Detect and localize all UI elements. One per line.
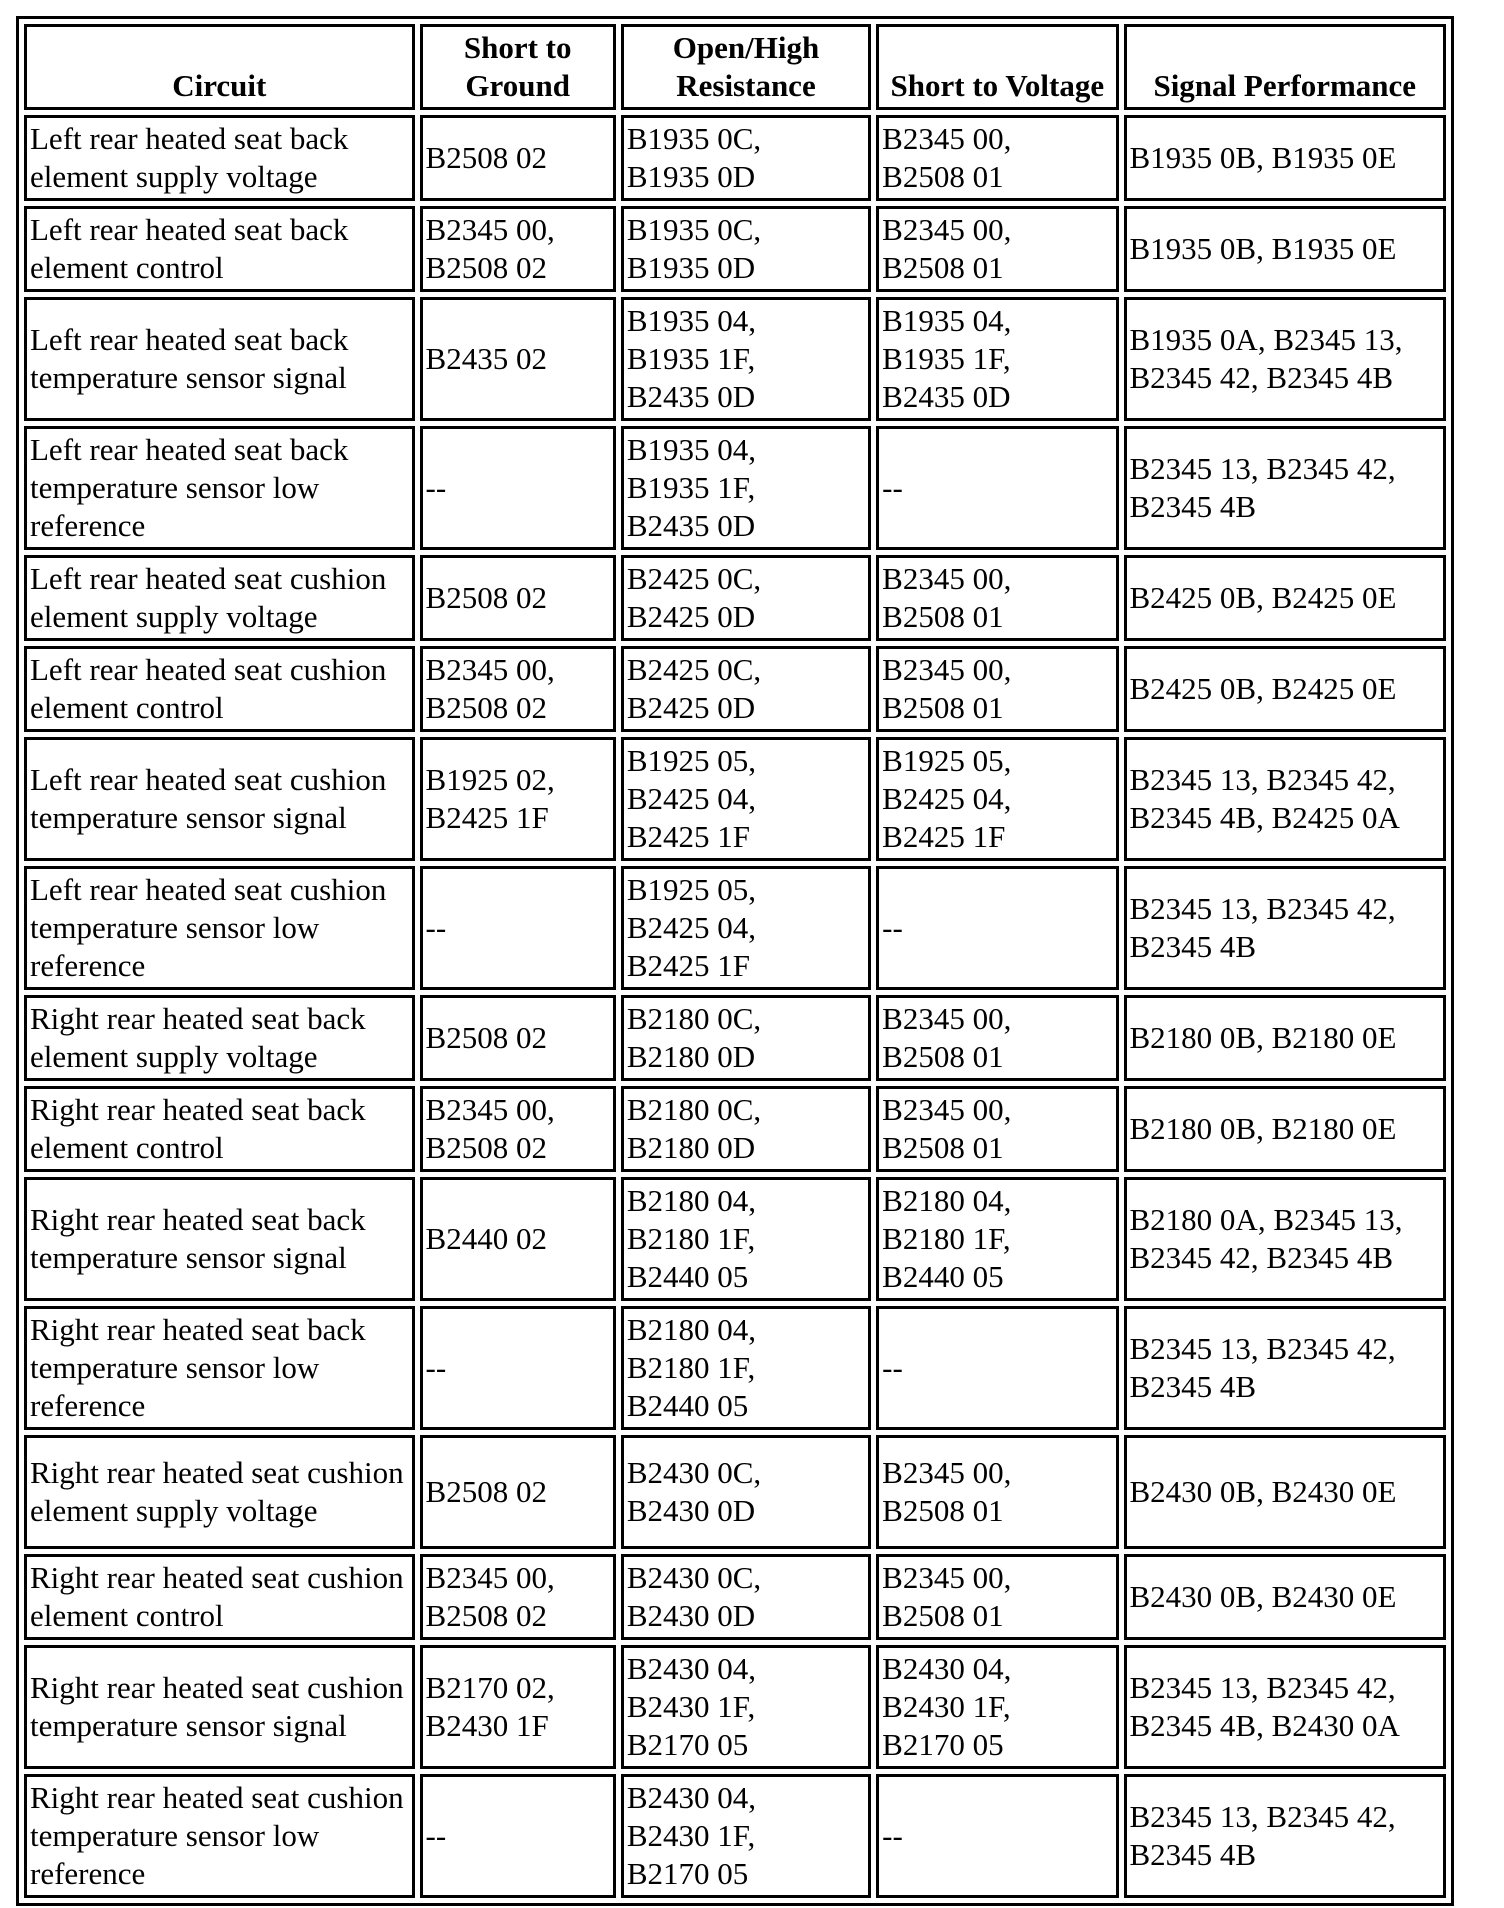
cell-signal-performance: B2180 0B, B2180 0E bbox=[1124, 995, 1447, 1081]
cell-short-to-voltage: B2345 00, B2508 01 bbox=[876, 206, 1118, 292]
cell-short-to-voltage: -- bbox=[876, 1306, 1118, 1430]
cell-signal-performance: B1935 0A, B2345 13, B2345 42, B2345 4B bbox=[1124, 297, 1447, 421]
header-short-to-ground: Short to Ground bbox=[420, 24, 616, 110]
cell-short-to-ground: B2508 02 bbox=[420, 115, 616, 201]
cell-short-to-ground: B2508 02 bbox=[420, 995, 616, 1081]
table-row bbox=[24, 555, 1446, 641]
cell-short-to-ground: B2345 00, B2508 02 bbox=[420, 646, 616, 732]
cell-short-to-ground: B2508 02 bbox=[420, 555, 616, 641]
cell-signal-performance: B2425 0B, B2425 0E bbox=[1124, 646, 1447, 732]
cell-signal-performance: B2430 0B, B2430 0E bbox=[1124, 1554, 1447, 1640]
table-row bbox=[24, 737, 1446, 861]
table-row bbox=[24, 1086, 1446, 1172]
table-body bbox=[24, 115, 1446, 1898]
table-row bbox=[24, 426, 1446, 550]
cell-circuit: Right rear heated seat cushion temperature sensor low reference bbox=[24, 1774, 415, 1898]
table-row bbox=[24, 297, 1446, 421]
cell-short-to-ground: -- bbox=[420, 1774, 616, 1898]
cell-signal-performance: B2425 0B, B2425 0E bbox=[1124, 555, 1447, 641]
table-row bbox=[24, 646, 1446, 732]
cell-circuit: Left rear heated seat back element control bbox=[24, 206, 415, 292]
cell-circuit: Right rear heated seat back element supply voltage bbox=[24, 995, 415, 1081]
cell-circuit: Right rear heated seat cushion element control bbox=[24, 1554, 415, 1640]
header-circuit: Circuit bbox=[24, 24, 415, 110]
table-row bbox=[24, 1554, 1446, 1640]
cell-short-to-voltage: -- bbox=[876, 866, 1118, 990]
table-row bbox=[24, 206, 1446, 292]
table-row bbox=[24, 1645, 1446, 1769]
cell-circuit: Left rear heated seat cushion element supply voltage bbox=[24, 555, 415, 641]
cell-signal-performance: B2180 0A, B2345 13, B2345 42, B2345 4B bbox=[1124, 1177, 1447, 1301]
cell-short-to-voltage: B2180 04, B2180 1F, B2440 05 bbox=[876, 1177, 1118, 1301]
cell-short-to-ground: B2508 02 bbox=[420, 1435, 616, 1549]
cell-circuit: Left rear heated seat back temperature sensor signal bbox=[24, 297, 415, 421]
cell-open-high-resistance: B1925 05, B2425 04, B2425 1F bbox=[621, 737, 871, 861]
cell-short-to-voltage: B2345 00, B2508 01 bbox=[876, 1435, 1118, 1549]
cell-open-high-resistance: B2425 0C, B2425 0D bbox=[621, 646, 871, 732]
dtc-table-container bbox=[16, 16, 1454, 1906]
cell-circuit: Left rear heated seat cushion temperature sensor signal bbox=[24, 737, 415, 861]
cell-circuit: Right rear heated seat cushion element supply voltage bbox=[24, 1435, 415, 1549]
cell-circuit: Right rear heated seat back element control bbox=[24, 1086, 415, 1172]
cell-short-to-ground: B2345 00, B2508 02 bbox=[420, 206, 616, 292]
cell-signal-performance: B1935 0B, B1935 0E bbox=[1124, 206, 1447, 292]
table-header-row bbox=[24, 24, 1446, 110]
cell-short-to-ground: -- bbox=[420, 426, 616, 550]
cell-open-high-resistance: B1935 04, B1935 1F, B2435 0D bbox=[621, 297, 871, 421]
table-row bbox=[24, 1774, 1446, 1898]
table-row bbox=[24, 866, 1446, 990]
cell-open-high-resistance: B2430 0C, B2430 0D bbox=[621, 1554, 871, 1640]
cell-signal-performance: B2345 13, B2345 42, B2345 4B bbox=[1124, 1306, 1447, 1430]
cell-short-to-ground: B1925 02, B2425 1F bbox=[420, 737, 616, 861]
header-signal-performance: Signal Performance bbox=[1124, 24, 1447, 110]
cell-open-high-resistance: B2430 0C, B2430 0D bbox=[621, 1435, 871, 1549]
cell-signal-performance: B2430 0B, B2430 0E bbox=[1124, 1435, 1447, 1549]
cell-short-to-ground: B2435 02 bbox=[420, 297, 616, 421]
cell-short-to-voltage: B2345 00, B2508 01 bbox=[876, 1554, 1118, 1640]
table-row bbox=[24, 1306, 1446, 1430]
cell-short-to-voltage: -- bbox=[876, 1774, 1118, 1898]
cell-open-high-resistance: B1935 04, B1935 1F, B2435 0D bbox=[621, 426, 871, 550]
cell-open-high-resistance: B2180 04, B2180 1F, B2440 05 bbox=[621, 1177, 871, 1301]
cell-short-to-ground: B2170 02, B2430 1F bbox=[420, 1645, 616, 1769]
cell-short-to-voltage: B1935 04, B1935 1F, B2435 0D bbox=[876, 297, 1118, 421]
cell-circuit: Left rear heated seat cushion temperature sensor low reference bbox=[24, 866, 415, 990]
cell-circuit: Right rear heated seat back temperature sensor signal bbox=[24, 1177, 415, 1301]
cell-signal-performance: B2345 13, B2345 42, B2345 4B bbox=[1124, 426, 1447, 550]
cell-signal-performance: B2345 13, B2345 42, B2345 4B bbox=[1124, 866, 1447, 990]
cell-signal-performance: B2345 13, B2345 42, B2345 4B, B2430 0A bbox=[1124, 1645, 1447, 1769]
cell-signal-performance: B2345 13, B2345 42, B2345 4B bbox=[1124, 1774, 1447, 1898]
cell-short-to-voltage: -- bbox=[876, 426, 1118, 550]
cell-open-high-resistance: B2180 0C, B2180 0D bbox=[621, 1086, 871, 1172]
table-row bbox=[24, 115, 1446, 201]
cell-open-high-resistance: B2430 04, B2430 1F, B2170 05 bbox=[621, 1774, 871, 1898]
cell-short-to-voltage: B2345 00, B2508 01 bbox=[876, 555, 1118, 641]
cell-open-high-resistance: B1935 0C, B1935 0D bbox=[621, 206, 871, 292]
cell-short-to-ground: -- bbox=[420, 866, 616, 990]
cell-signal-performance: B2345 13, B2345 42, B2345 4B, B2425 0A bbox=[1124, 737, 1447, 861]
table-row bbox=[24, 1177, 1446, 1301]
table-row bbox=[24, 995, 1446, 1081]
cell-signal-performance: B1935 0B, B1935 0E bbox=[1124, 115, 1447, 201]
cell-open-high-resistance: B2430 04, B2430 1F, B2170 05 bbox=[621, 1645, 871, 1769]
cell-short-to-ground: B2345 00, B2508 02 bbox=[420, 1086, 616, 1172]
cell-short-to-voltage: B2345 00, B2508 01 bbox=[876, 1086, 1118, 1172]
cell-short-to-voltage: B2430 04, B2430 1F, B2170 05 bbox=[876, 1645, 1118, 1769]
cell-open-high-resistance: B1925 05, B2425 04, B2425 1F bbox=[621, 866, 871, 990]
cell-short-to-voltage: B2345 00, B2508 01 bbox=[876, 115, 1118, 201]
cell-open-high-resistance: B2425 0C, B2425 0D bbox=[621, 555, 871, 641]
cell-signal-performance: B2180 0B, B2180 0E bbox=[1124, 1086, 1447, 1172]
cell-short-to-ground: B2440 02 bbox=[420, 1177, 616, 1301]
cell-short-to-voltage: B1925 05, B2425 04, B2425 1F bbox=[876, 737, 1118, 861]
cell-short-to-voltage: B2345 00, B2508 01 bbox=[876, 995, 1118, 1081]
header-open-high-resistance: Open/High Resistance bbox=[621, 24, 871, 110]
table-row bbox=[24, 1435, 1446, 1549]
cell-circuit: Right rear heated seat cushion temperature sensor signal bbox=[24, 1645, 415, 1769]
cell-circuit: Left rear heated seat cushion element control bbox=[24, 646, 415, 732]
cell-short-to-voltage: B2345 00, B2508 01 bbox=[876, 646, 1118, 732]
cell-open-high-resistance: B2180 0C, B2180 0D bbox=[621, 995, 871, 1081]
cell-short-to-ground: B2345 00, B2508 02 bbox=[420, 1554, 616, 1640]
cell-circuit: Right rear heated seat back temperature sensor low reference bbox=[24, 1306, 415, 1430]
header-short-to-voltage: Short to Voltage bbox=[876, 24, 1118, 110]
dtc-table bbox=[16, 16, 1454, 1906]
cell-circuit: Left rear heated seat back element supply voltage bbox=[24, 115, 415, 201]
cell-open-high-resistance: B1935 0C, B1935 0D bbox=[621, 115, 871, 201]
cell-circuit: Left rear heated seat back temperature sensor low reference bbox=[24, 426, 415, 550]
cell-open-high-resistance: B2180 04, B2180 1F, B2440 05 bbox=[621, 1306, 871, 1430]
cell-short-to-ground: -- bbox=[420, 1306, 616, 1430]
